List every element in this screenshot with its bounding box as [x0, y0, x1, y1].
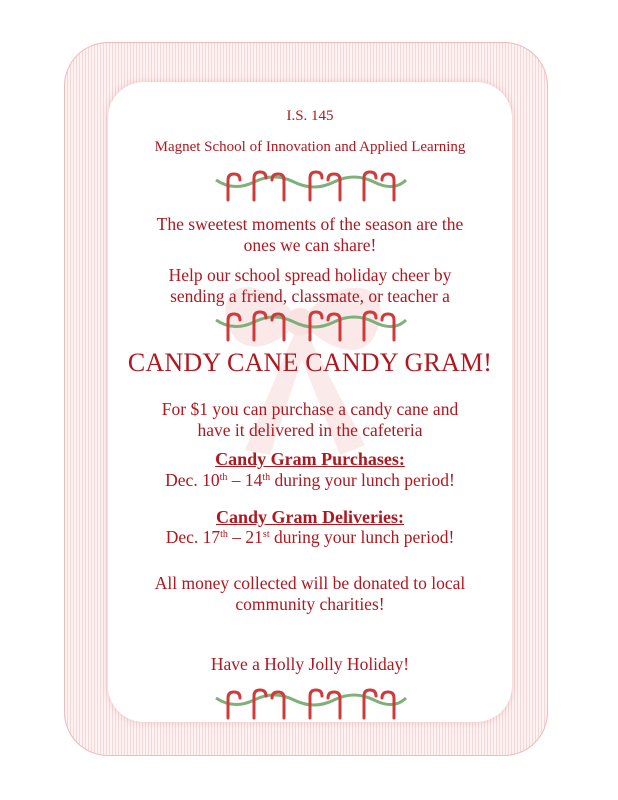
deliveries-heading: Candy Gram Deliveries: [216, 507, 404, 527]
price-line-1: For $1 you can purchase a candy cane and [161, 399, 459, 419]
closing-message: Have a Holly Jolly Holiday! [210, 654, 410, 674]
donation-line-1: All money collected will be donated to local [154, 573, 466, 593]
intro-line-1: The sweetest moments of the season are the [156, 214, 464, 234]
headline: CANDY CANE CANDY GRAM! [127, 348, 493, 377]
intro-line-2: ones we can share! [243, 235, 377, 255]
help-line-2: sending a friend, classmate, or teacher a [170, 286, 450, 306]
candy-cane-garland-top [214, 170, 408, 202]
price-line-2: have it delivered in the cafeteria [197, 420, 423, 440]
deliveries-dates: Dec. 17th – 21st during your lunch period! [165, 527, 455, 547]
school-name: I.S. 145 [286, 108, 334, 124]
help-line-1: Help our school spread holiday cheer by [168, 265, 452, 285]
candy-cane-garland-middle [214, 310, 408, 342]
candy-cane-garland-bottom [214, 688, 408, 720]
purchases-dates: Dec. 10th – 14th during your lunch period! [165, 470, 455, 490]
donation-line-2: community charities! [235, 594, 385, 614]
school-subtitle: Magnet School of Innovation and Applied Learning [154, 139, 466, 155]
purchases-heading: Candy Gram Purchases: [215, 449, 405, 469]
